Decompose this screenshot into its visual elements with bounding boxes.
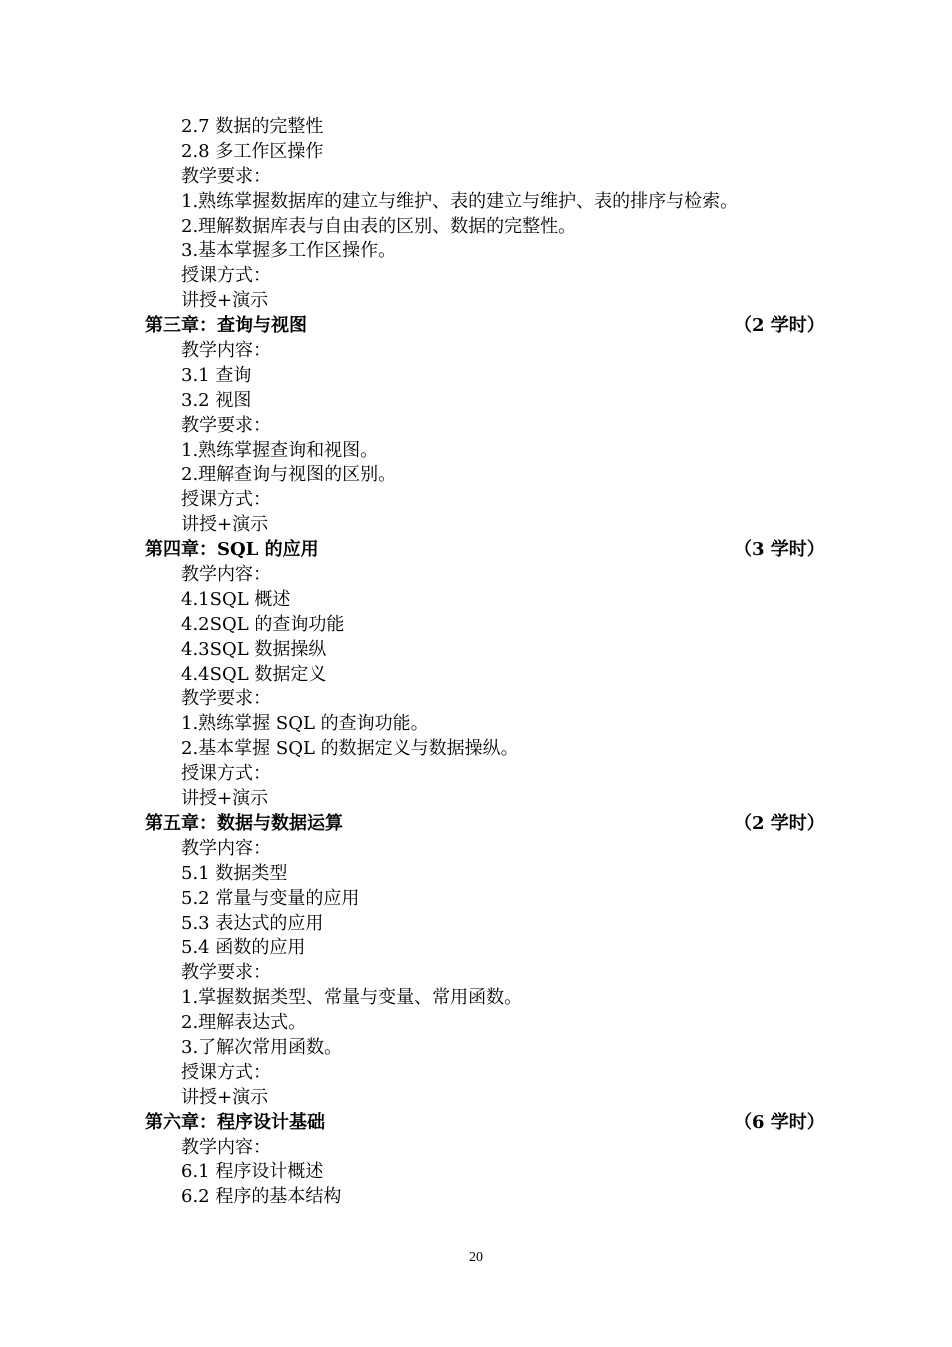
text-line xyxy=(0,439,952,464)
line-text: 教学内容： xyxy=(181,564,271,586)
text-line xyxy=(0,737,952,762)
text-line xyxy=(0,613,952,638)
line-text: 4.3SQL 数据操纵 xyxy=(181,638,327,660)
text-line xyxy=(0,936,952,961)
line-text: 2.8 多工作区操作 xyxy=(181,140,324,162)
line-text: 教学内容： xyxy=(181,837,271,859)
chapter-heading xyxy=(0,314,952,339)
text-line xyxy=(0,1136,952,1161)
line-text: 2.理解数据库表与自由表的区别、数据的完整性。 xyxy=(181,215,577,237)
chapter-title: 第四章：SQL 的应用 xyxy=(145,539,319,561)
text-line xyxy=(0,912,952,937)
text-line xyxy=(0,264,952,289)
line-text: 4.2SQL 的查询功能 xyxy=(181,613,345,635)
text-line xyxy=(0,463,952,488)
line-text: 1.熟练掌握 SQL 的查询功能。 xyxy=(181,713,429,735)
text-line xyxy=(0,190,952,215)
line-text: 讲授+演示 xyxy=(181,290,269,312)
text-line xyxy=(0,1036,952,1061)
text-line xyxy=(0,239,952,264)
text-line xyxy=(0,1011,952,1036)
line-text: 5.2 常量与变量的应用 xyxy=(181,887,360,909)
chapter-heading xyxy=(0,538,952,563)
text-line xyxy=(0,1086,952,1111)
text-line xyxy=(0,588,952,613)
text-line xyxy=(0,389,952,414)
line-text: 讲授+演示 xyxy=(181,514,269,536)
text-line xyxy=(0,414,952,439)
text-line xyxy=(0,563,952,588)
text-line xyxy=(0,1185,952,1210)
line-text: 3.了解次常用函数。 xyxy=(181,1036,343,1058)
chapter-title: 第六章：程序设计基础 xyxy=(145,1111,325,1133)
text-line xyxy=(0,787,952,812)
text-line xyxy=(0,663,952,688)
text-line xyxy=(0,165,952,190)
line-text: 5.1 数据类型 xyxy=(181,862,288,884)
line-text: 1.熟练掌握查询和视图。 xyxy=(181,439,379,461)
line-text: 1.掌握数据类型、常量与变量、常用函数。 xyxy=(181,987,523,1009)
line-text: 讲授+演示 xyxy=(181,1086,269,1108)
line-text: 3.1 查询 xyxy=(181,364,252,386)
document-body xyxy=(0,115,952,1210)
text-line xyxy=(0,986,952,1011)
line-text: 教学要求： xyxy=(181,165,271,187)
chapter-hours: （6 学时） xyxy=(734,1111,825,1133)
line-text: 2.理解查询与视图的区别。 xyxy=(181,464,397,486)
line-text: 3.基本掌握多工作区操作。 xyxy=(181,240,397,262)
line-text: 教学要求： xyxy=(181,414,271,436)
chapter-hours: （3 学时） xyxy=(734,539,825,561)
text-line xyxy=(0,140,952,165)
chapter-heading xyxy=(0,1111,952,1136)
text-line xyxy=(0,364,952,389)
chapter-hours: （2 学时） xyxy=(734,812,825,834)
text-line xyxy=(0,1061,952,1086)
line-text: 教学内容： xyxy=(181,1136,271,1158)
line-text: 授课方式： xyxy=(181,489,271,511)
text-line xyxy=(0,687,952,712)
line-text: 6.1 程序设计概述 xyxy=(181,1161,324,1183)
line-text: 2.基本掌握 SQL 的数据定义与数据操纵。 xyxy=(181,738,519,760)
text-line xyxy=(0,1160,952,1185)
text-line xyxy=(0,762,952,787)
line-text: 教学要求： xyxy=(181,962,271,984)
line-text: 5.4 函数的应用 xyxy=(181,937,306,959)
text-line xyxy=(0,115,952,140)
line-text: 6.2 程序的基本结构 xyxy=(181,1186,342,1208)
text-line xyxy=(0,215,952,240)
line-text: 讲授+演示 xyxy=(181,788,269,810)
text-line xyxy=(0,488,952,513)
text-line xyxy=(0,712,952,737)
line-text: 5.3 表达式的应用 xyxy=(181,912,324,934)
text-line xyxy=(0,862,952,887)
chapter-heading xyxy=(0,812,952,837)
line-text: 2.7 数据的完整性 xyxy=(181,116,324,137)
line-text: 授课方式： xyxy=(181,1061,271,1083)
page-number: 20 xyxy=(469,1250,483,1265)
line-text: 3.2 视图 xyxy=(181,389,252,411)
line-text: 1.熟练掌握数据库的建立与维护、表的建立与维护、表的排序与检索。 xyxy=(181,190,739,212)
line-text: 4.1SQL 概述 xyxy=(181,588,291,610)
text-line xyxy=(0,837,952,862)
line-text: 4.4SQL 数据定义 xyxy=(181,663,327,685)
line-text: 2.理解表达式。 xyxy=(181,1012,307,1034)
text-line xyxy=(0,638,952,663)
chapter-title: 第五章：数据与数据运算 xyxy=(145,812,343,834)
text-line xyxy=(0,289,952,314)
chapter-hours: （2 学时） xyxy=(734,315,825,337)
line-text: 授课方式： xyxy=(181,265,271,287)
text-line xyxy=(0,961,952,986)
text-line xyxy=(0,887,952,912)
line-text: 教学要求： xyxy=(181,688,271,710)
line-text: 教学内容： xyxy=(181,340,271,362)
text-line xyxy=(0,339,952,364)
text-line xyxy=(0,513,952,538)
chapter-title: 第三章：查询与视图 xyxy=(145,315,307,337)
line-text: 授课方式： xyxy=(181,763,271,785)
